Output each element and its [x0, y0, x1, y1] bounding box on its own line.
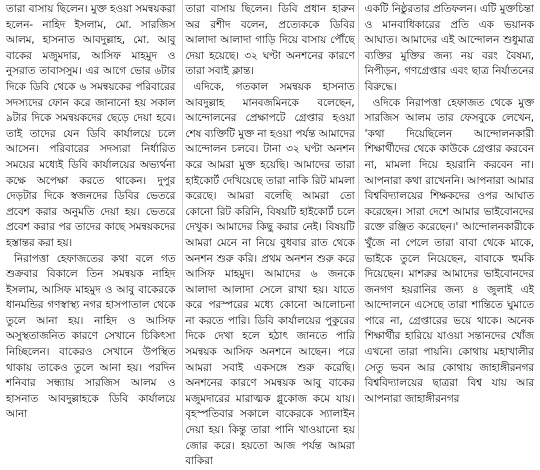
paragraph: তারা বাসায় ছিলেন। ডিবি প্রধান হারুন অর রশীদ বলেন, প্রত্যেককে ডিবির আলাদা আলাদা গাড়ি দিয়ে বাসায় পৌঁছে দেয়া হয়েছে। ৩২ ঘণ্টা অনশনের কারণে তারা সবাই ক্লান্ত। — [185, 3, 355, 78]
paragraph: তারা বাসায় ছিলেন। মুক্ত হওয়া সমন্বয়করা হলেন- নাহিদ ইসলাম, মো. সারজিস আলম, হাসনাত আবদুল্লাহ, মো. আবু বাকের মজুমদার, আসিফ মাহমুদ ও নুসরাত তাবাসসুম। এর আগে ভোর ৬টার দিকে ডিবি থেকে ৬ সমন্বয়কের পরিবারের সদস্যদের ফোন করে জানানো হয় সকাল ৯টার দিকে সমন্বয়কদের ছেড়ে দেয়া হবে। তাই তাদের যেন ডিবি কার্যালয়ে চলে আসেন। পরিবারের সদস্যরা নির্ধারিত সময়ের মধ্যেই ডিবি কার্যালয়ের অভ্যর্থনা কক্ষে অপেক্ষা করতে থাকেন। দুপুর দেড়টার দিকে স্বজনদের ডিবির ভেতরে প্রবেশ করার অনুমতি দেয়া হয়। ভেতরে প্রবেশ করার পর তাদের কাছে সমন্বয়কদের হস্তান্তর করা হয়। — [6, 3, 176, 249]
article-column-2 — [185, 2, 355, 468]
column-divider-2 — [358, 0, 359, 440]
article-column-3 — [365, 2, 534, 440]
paragraph: একটি নিষ্ঠুরতার প্রতিফলন। এটি মুক্তচিন্তা ও মানবাধিকারের প্রতি এক ভয়ানক আঘাত। আমাদের এই আন্দোলন শুধুমাত্র ব্যক্তির মুক্তির জন্য নয় বরং বৈষম্য, নিপীড়ন, গণগ্রেপ্তার এবং ছাত্র নির্যাতনের বিরুদ্ধে। — [364, 3, 534, 93]
paragraph: এদিকে, গতকাল সমন্বয়ক হাসনাত আবদুল্লাহ মানবজমিনকে বলেছেন, আন্দোলনের প্রেক্ষাপটে গ্রেপ্তার হওয়া শেষ ব্যক্তিটি মুক্ত না হওয়া পর্যন্ত আমাদের আন্দোলন চলবে। টানা ৩২ ঘণ্টা অনশন করে আমরা মুক্ত হয়েছি। আমাদের তারা হাইকোর্ট দেখিয়েছে তারা নাকি রিট মামলা করেছে। আমরা বলেছি আমরা তো কোনো রিট করিনি, বিষয়টি হাইকোর্ট চলে দেখুক। আমাদের কিছু করার নেই। বিষয়টি আমরা মেনে না নিয়ে বুধবার রাত থেকে অনশন শুরু করি। প্রথম অনশন শুরু করে আসিফ মাহমুদ। আমাদের ৬ জনকে আলাদা আলাদা সেলে রাখা হয়। যাতে করে পরস্পরের মধ্যে কোনো আলোচনা না করতে পারি। ডিবি কার্যালয়ের পুকুরের দিকে দেখা হলে হঠাৎ জানতে পারি সমন্বয়ক আসিফ অনশনে আছেন। পরে আমরা সবাই একসঙ্গে শুরু করেছি। অনশনের কারণে সমন্বয়ক আবু বাকের মজুমদারের মারাত্মক গ্লুকোজ কমে যায়। বৃহস্পতিবার সকালে বাকেরকে স্যালাইন দেয়া হয়। কিন্তু তারা পানি খাওয়ানো হয় জোর করে। হয়তো আজ পর্যন্ত আমরা বাকিরা — [185, 80, 355, 468]
article-columns — [6, 2, 534, 468]
article-column-1 — [6, 2, 175, 440]
paragraph: ওদিকে নিরাপত্তা হেফাজত থেকে মুক্ত সারজিস আলম তার ফেসবুকে লেখেন, 'কথা দিয়েছিলেন আন্দোলনকারী শিক্ষার্থীদের থেকে কাউকে গ্রেপ্তার করবেন না, মামলা দিয়ে হয়রানি করবেন না। আপনারা কথা রাখেননি। আপনারা আমার বিশ্ববিদ্যালয়ের শিক্ষকদের ওপর আঘাত করেছেন। সারা দেশে আমার ভাইবোনদের রক্তে রঞ্জিত করেছেন।' আন্দোলনকারীকে খুঁজে না পেলে তারা বাবা থেকে মাকে, ভাইকে তুলে নিয়েছেন, বাবাকে হুমকি দিয়েছেন। মাশরুর আমাদের ভাইবোনদের জনগণ হয়রানির জন্য ৪ জুলাই এই আন্দোলনে এসেছে তারা শান্তিতে ঘুমাতে পারে না, গ্রেপ্তারের ভয়ে থাকে। অনেক শিক্ষার্থীর হারিয়ে যাওয়া সন্তানদের খোঁজ এখনো তারা পায়নি। কোথায় মহাখালীর সেতু ভবন আর কোথায় জাহাঙ্গীরনগর বিশ্ববিদ্যালয়ের ছাত্ররা বিশ্ব যায় আর আপনারা জাহাঙ্গীরনগর — [364, 96, 534, 405]
paragraph: নিরাপত্তা হেফাজতের কথা বলে গত শুক্রবার বিকালে তিন সমন্বয়ক নাহিদ ইসলাম, আসিফ মাহমুদ ও আবু বাকেরকে ধানমন্ডির গণস্বাস্থ্য নগর হাসপাতাল থেকে তুলে আনা হয়। নাহিদ ও আসিফ অসুস্থতাজনিত কারণে সেখানে চিকিৎসা নিচ্ছিলেন। বাকেরও সেখানে উপস্থিত থাকায় তাকেও তুলে আনা হয়। পরদিন শনিবার সন্ধ্যায় সারজিস আলম ও হাসনাত আবদুল্লাহকে ডিবি কার্যালয়ে আনা — [6, 252, 176, 421]
column-divider-1 — [182, 0, 183, 440]
